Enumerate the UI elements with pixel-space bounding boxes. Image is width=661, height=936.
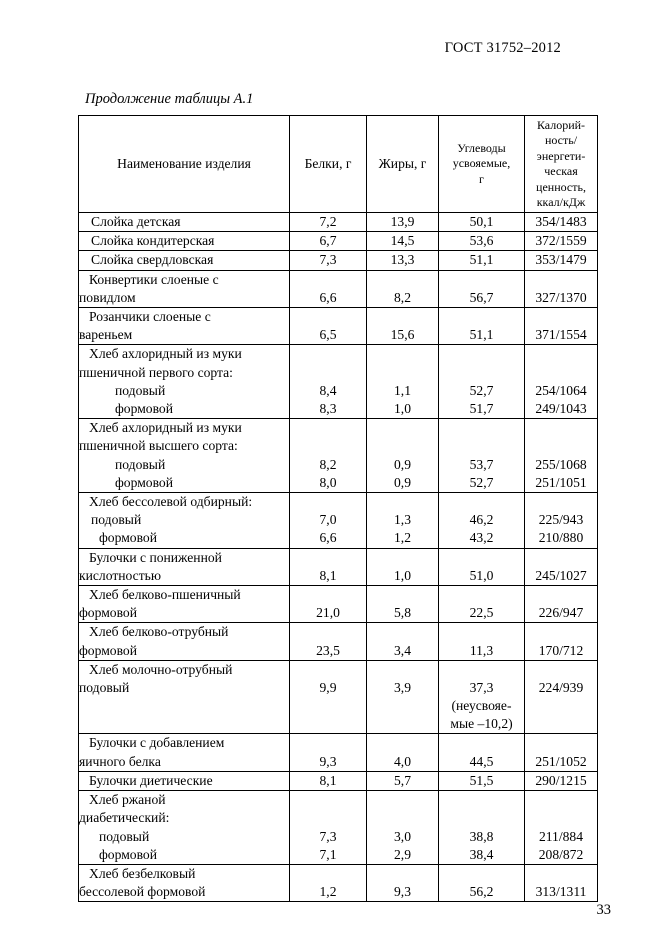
carbs-cell: [439, 251, 525, 270]
value: 1,3: [394, 512, 411, 528]
product-name: Хлеб ахлоридный из муки: [89, 420, 242, 436]
header-line: ность/: [544, 133, 578, 147]
protein-cell: [290, 623, 367, 660]
value: 43,2: [469, 530, 494, 546]
calories-cell: [525, 660, 598, 734]
header-line: усвояемые,: [452, 156, 511, 171]
fat-cell: [367, 623, 439, 660]
header-row: [79, 116, 598, 213]
calories-cell: [525, 791, 598, 865]
value: 7,3: [319, 828, 337, 844]
product-name: Слойка свердловская: [91, 252, 214, 268]
value: 354/1483: [535, 214, 587, 229]
value: 251/1051: [535, 474, 587, 490]
product-name-cell: [79, 251, 290, 270]
product-name: Булочки диетические: [89, 772, 213, 788]
protein-cell: [290, 791, 367, 865]
calories-cell: [525, 213, 598, 232]
table-row: [79, 771, 598, 790]
value: 23,5: [316, 642, 340, 658]
calories-cell: [525, 345, 598, 419]
value: 170/712: [538, 642, 584, 658]
carbs-cell: [439, 232, 525, 251]
product-name: Хлеб безбелковый: [89, 865, 196, 881]
value: 3,4: [394, 642, 411, 658]
calories-cell: [525, 232, 598, 251]
value: 371/1554: [535, 327, 587, 343]
value: 1,0: [394, 567, 411, 583]
product-name-line: вареньем: [79, 327, 133, 343]
value: 5,7: [394, 772, 411, 788]
protein-cell: [290, 251, 367, 270]
column-header-fat: Жиры, г: [367, 116, 439, 213]
product-name-line: подовый: [79, 680, 130, 696]
value: 50,1: [469, 214, 494, 229]
document-code: ГОСТ 31752–2012: [444, 40, 561, 56]
product-name-cell: [79, 771, 290, 790]
value: 53,6: [469, 233, 494, 249]
value: 13,9: [390, 214, 415, 229]
value: 8,2: [319, 456, 337, 472]
product-name: Хлеб ржаной: [89, 792, 166, 808]
column-header-protein: Белки, г: [290, 116, 367, 213]
fat-cell: [367, 419, 439, 493]
product-variant: формовой: [99, 846, 157, 862]
carbs-cell: [439, 213, 525, 232]
column-header-calories: [525, 116, 598, 213]
calories-cell: [525, 623, 598, 660]
product-name: Конвертики слоеные с: [89, 271, 219, 287]
product-name-line: повидлом: [79, 289, 136, 305]
value: 1,2: [319, 884, 337, 900]
product-name-cell: [79, 270, 290, 307]
product-name-cell: [79, 864, 290, 901]
value: 210/880: [538, 530, 584, 546]
product-name-line: диабетический:: [79, 810, 170, 826]
table-row: [79, 586, 598, 623]
carbs-cell: [439, 734, 525, 771]
protein-cell: [290, 660, 367, 734]
table-row: [79, 345, 598, 419]
fat-cell: [367, 791, 439, 865]
value: 290/1215: [535, 772, 587, 788]
product-name: Хлеб бессолевой одбирный:: [89, 494, 253, 510]
fat-cell: [367, 586, 439, 623]
protein-cell: [290, 213, 367, 232]
value: 51,7: [469, 401, 494, 417]
product-name-cell: [79, 213, 290, 232]
table-row: [79, 791, 598, 865]
table-row: [79, 270, 598, 307]
carbs-cell: [439, 308, 525, 345]
calories-cell: [525, 864, 598, 901]
product-name-cell: [79, 548, 290, 585]
value: 1,2: [394, 530, 411, 546]
header-line: Углеводы: [457, 140, 506, 155]
calories-cell: [525, 771, 598, 790]
fat-cell: [367, 771, 439, 790]
carbs-cell: [439, 771, 525, 790]
value: 38,8: [469, 828, 494, 844]
fat-cell: [367, 548, 439, 585]
table-row: [79, 734, 598, 771]
protein-cell: [290, 419, 367, 493]
fat-cell: [367, 232, 439, 251]
product-name-cell: [79, 345, 290, 419]
value: 53,7: [469, 456, 494, 472]
value: 4,0: [394, 753, 411, 769]
calories-cell: [525, 270, 598, 307]
value: 56,2: [469, 884, 494, 900]
value: 245/1027: [535, 567, 587, 583]
table-row: [79, 419, 598, 493]
value: 3,9: [394, 679, 411, 695]
value: 6,7: [319, 233, 337, 249]
value: 8,0: [319, 474, 337, 490]
calories-cell: [525, 586, 598, 623]
value: 6,5: [319, 327, 337, 343]
product-name-line: пшеничной первого сорта:: [79, 364, 233, 380]
value: 6,6: [319, 289, 337, 305]
product-name-line: яичного белка: [79, 753, 161, 769]
product-name-line: формовой: [79, 642, 137, 658]
value: 51,0: [469, 567, 494, 583]
value: 8,1: [319, 772, 337, 788]
header-line: ческая: [544, 164, 578, 178]
table-row: [79, 251, 598, 270]
carbs-cell: [439, 660, 525, 734]
product-name-cell: [79, 734, 290, 771]
table-row: [79, 623, 598, 660]
value: 249/1043: [535, 401, 587, 417]
carbs-cell: [439, 270, 525, 307]
product-name: Розанчики слоеные с: [89, 309, 211, 325]
value: 225/943: [538, 512, 584, 528]
product-name-cell: [79, 660, 290, 734]
header-line: ценность,: [536, 179, 586, 194]
value: 254/1064: [535, 382, 587, 398]
calories-cell: [525, 308, 598, 345]
value: 8,4: [319, 382, 337, 398]
value: 0,9: [394, 474, 411, 490]
carbs-cell: [439, 864, 525, 901]
product-name-line: формовой: [79, 605, 137, 621]
header-line: энергети-: [536, 148, 586, 163]
value: 51,5: [469, 772, 494, 788]
value: 7,1: [319, 846, 337, 862]
value-note: мые –10,2): [450, 716, 513, 732]
value: 9,3: [394, 884, 411, 900]
product-name: Слойка детская: [91, 214, 181, 229]
table-row: [79, 548, 598, 585]
value: 13,3: [390, 252, 415, 268]
protein-cell: [290, 586, 367, 623]
value: 51,1: [469, 252, 494, 268]
table-row: [79, 308, 598, 345]
product-variant: подовый: [115, 382, 166, 398]
protein-cell: [290, 232, 367, 251]
table-row: [79, 864, 598, 901]
protein-cell: [290, 308, 367, 345]
value: 9,9: [319, 679, 337, 695]
table-row: [79, 232, 598, 251]
product-variant: формовой: [99, 530, 157, 546]
value: 327/1370: [535, 289, 587, 305]
value: 15,6: [390, 327, 415, 343]
protein-cell: [290, 493, 367, 549]
header-line: Калорий-: [536, 117, 586, 132]
product-name: Хлеб белково-отрубный: [89, 624, 229, 640]
calories-cell: [525, 548, 598, 585]
protein-cell: [290, 270, 367, 307]
product-name: Хлеб молочно-отрубный: [89, 661, 233, 677]
value: 22,5: [469, 605, 494, 621]
product-name: Булочки с добавлением: [89, 735, 225, 751]
table-row: [79, 213, 598, 232]
value: 7,2: [319, 214, 337, 229]
fat-cell: [367, 734, 439, 771]
value: 51,1: [469, 327, 494, 343]
protein-cell: [290, 734, 367, 771]
calories-cell: [525, 251, 598, 270]
product-name: Булочки с пониженной: [89, 549, 222, 565]
value: 251/1052: [535, 753, 587, 769]
product-variant: формовой: [115, 474, 173, 490]
fat-cell: [367, 345, 439, 419]
value: 46,2: [469, 512, 494, 528]
protein-cell: [290, 771, 367, 790]
value: 56,7: [469, 289, 494, 305]
carbs-cell: [439, 791, 525, 865]
value: 1,0: [394, 401, 411, 417]
table-row: [79, 660, 598, 734]
value: 255/1068: [535, 456, 587, 472]
value: 7,0: [319, 512, 337, 528]
value: 3,0: [394, 828, 411, 844]
fat-cell: [367, 308, 439, 345]
value: 8,1: [319, 567, 337, 583]
fat-cell: [367, 213, 439, 232]
product-name-line: пшеничной высшего сорта:: [79, 438, 238, 454]
column-header-carbs: [439, 116, 525, 213]
value: 8,2: [394, 289, 411, 305]
product-variant: подовый: [91, 512, 142, 528]
header-line: ккал/кДж: [536, 195, 586, 209]
carbs-cell: [439, 493, 525, 549]
value: 208/872: [538, 846, 584, 862]
table-caption: Продолжение таблицы А.1: [85, 91, 254, 107]
value: 44,5: [469, 753, 494, 769]
fat-cell: [367, 270, 439, 307]
product-name: Слойка кондитерская: [91, 233, 215, 249]
carbs-cell: [439, 548, 525, 585]
value: 6,6: [319, 530, 337, 546]
product-name: Хлеб ахлоридный из муки: [89, 346, 242, 362]
value: 21,0: [316, 605, 340, 621]
product-name-line: кислотностью: [79, 567, 161, 583]
product-variant: подовый: [115, 456, 166, 472]
value: 14,5: [390, 233, 415, 249]
value: 0,9: [394, 456, 411, 472]
value: 2,9: [394, 846, 411, 862]
product-name-cell: [79, 791, 290, 865]
fat-cell: [367, 251, 439, 270]
carbs-cell: [439, 623, 525, 660]
protein-cell: [290, 548, 367, 585]
protein-cell: [290, 345, 367, 419]
value: 7,3: [319, 252, 337, 268]
product-variant: подовый: [99, 828, 150, 844]
product-name-cell: [79, 493, 290, 549]
value: 8,3: [319, 401, 337, 417]
value: 211/884: [538, 828, 584, 844]
table-row: [79, 493, 598, 549]
value: 52,7: [469, 474, 494, 490]
value-note: (неусвояе-: [451, 698, 512, 714]
value: 226/947: [538, 605, 584, 621]
product-name-cell: [79, 623, 290, 660]
product-name-cell: [79, 419, 290, 493]
value: 372/1559: [535, 233, 587, 249]
fat-cell: [367, 864, 439, 901]
product-variant: формовой: [115, 401, 173, 417]
value: 52,7: [469, 382, 494, 398]
header-line: г: [479, 171, 484, 186]
value: 353/1479: [535, 252, 587, 268]
carbs-cell: [439, 345, 525, 419]
value: 313/1311: [535, 884, 587, 900]
product-name: Хлеб белково-пшеничный: [89, 587, 241, 603]
carbs-cell: [439, 419, 525, 493]
calories-cell: [525, 493, 598, 549]
page-number: 33: [596, 902, 611, 918]
fat-cell: [367, 660, 439, 734]
value: 11,3: [469, 642, 494, 658]
product-name-cell: [79, 586, 290, 623]
calories-cell: [525, 734, 598, 771]
value: 5,8: [394, 605, 411, 621]
nutrition-table: [78, 115, 598, 902]
column-header-name: Наименование изделия: [79, 116, 290, 213]
value: 37,3: [469, 679, 494, 695]
carbs-cell: [439, 586, 525, 623]
product-name-cell: [79, 232, 290, 251]
value: 224/939: [538, 679, 584, 695]
protein-cell: [290, 864, 367, 901]
calories-cell: [525, 419, 598, 493]
value: 38,4: [469, 846, 494, 862]
product-name-cell: [79, 308, 290, 345]
fat-cell: [367, 493, 439, 549]
product-name-line: бессолевой формовой: [79, 884, 206, 900]
value: 9,3: [319, 753, 337, 769]
value: 1,1: [394, 382, 411, 398]
